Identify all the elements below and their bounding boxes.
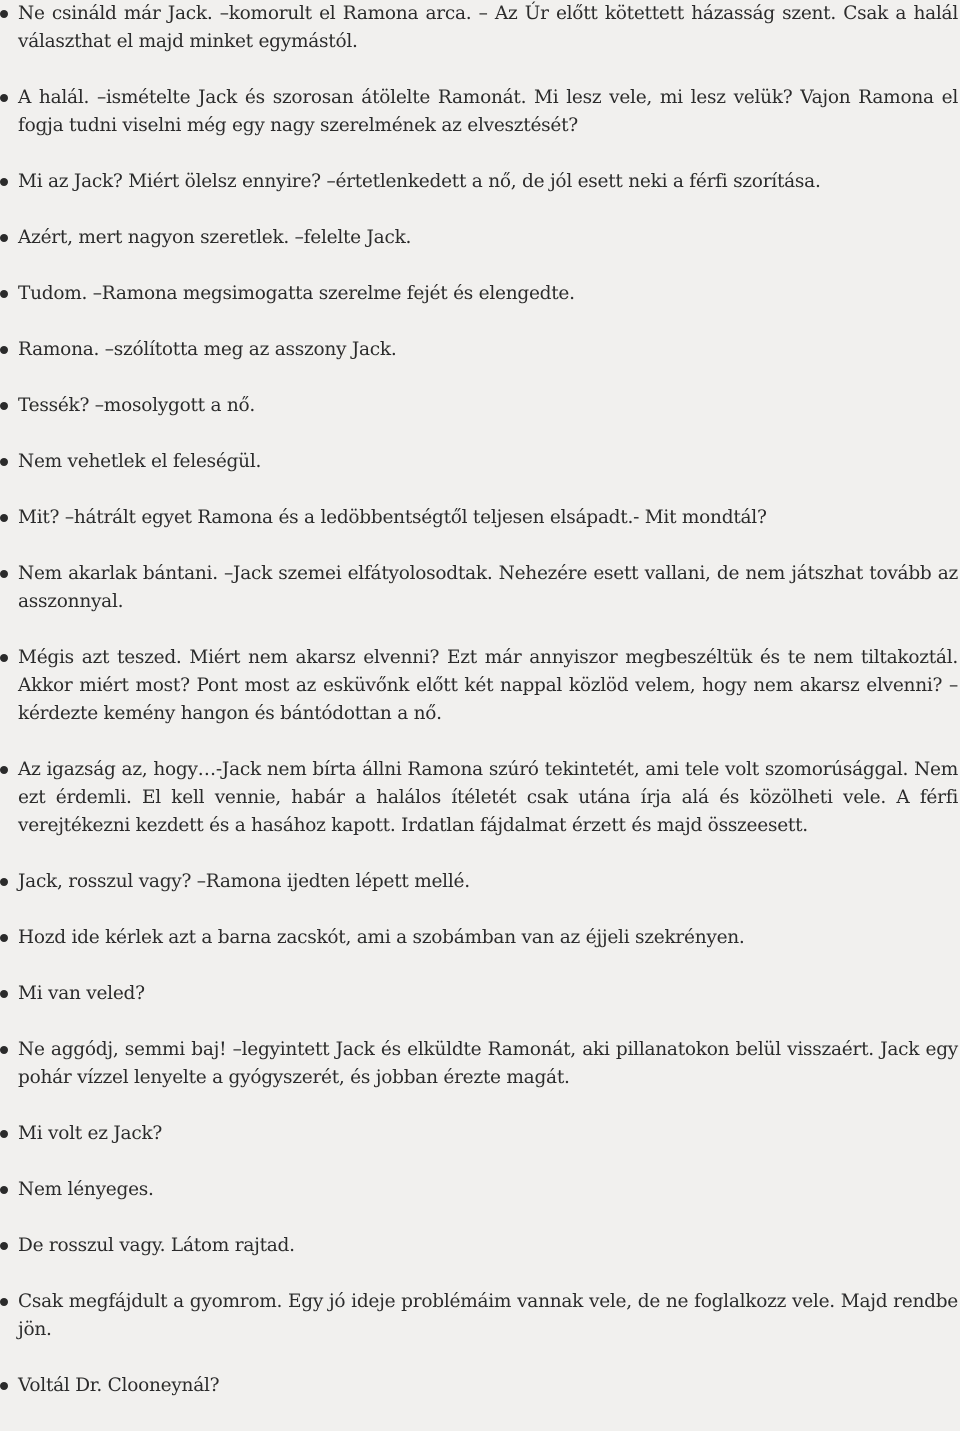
dialogue-text: Mit? –hátrált egyet Ramona és a ledöbbentségtől teljesen elsápadt.- Mit mondtál? bbox=[18, 507, 767, 528]
dialogue-line bbox=[0, 392, 960, 420]
dialogue-line bbox=[0, 560, 960, 616]
dialogue-text: Tudom. –Ramona megsimogatta szerelme fejét és elengedte. bbox=[18, 283, 575, 304]
dialogue-text: Az igazság az, hogy…-Jack nem bírta állni Ramona szúró tekintetét, ami tele volt szomorúsággal. Nem ezt érdemli. El kell vennie, habár a halálos ítéletét csak utána írja alá és közölheti vele. A férfi verejtékezni kezdett és a hasához kapott. Irdatlan fájdalmat érzett és majd összeesett. bbox=[18, 759, 958, 836]
dialogue-line bbox=[0, 1176, 960, 1204]
dialogue-text: De rosszul vagy. Látom rajtad. bbox=[18, 1235, 295, 1256]
dialogue-line bbox=[0, 0, 960, 56]
dialogue-line bbox=[0, 504, 960, 532]
dialogue-text: Mégis azt teszed. Miért nem akarsz elvenni? Ezt már annyiszor megbeszéltük és te nem tiltakoztál. Akkor miért most? Pont most az esküvőnk előtt két nappal közlöd velem, hogy nem akarsz elvenni? –kérdezte kemény hangon és bántódottan a nő. bbox=[18, 647, 958, 724]
dialogue-text: Azért, mert nagyon szeretlek. –felelte Jack. bbox=[18, 227, 412, 248]
bullet-icon bbox=[0, 934, 8, 942]
dialogue-line bbox=[0, 448, 960, 476]
bullet-icon bbox=[0, 94, 8, 102]
dialogue-text: Mi volt ez Jack? bbox=[18, 1123, 163, 1144]
dialogue-line bbox=[0, 84, 960, 140]
bullet-icon bbox=[0, 346, 8, 354]
dialogue-text: Mi van veled? bbox=[18, 983, 145, 1004]
dialogue-line bbox=[0, 1120, 960, 1148]
bullet-icon bbox=[0, 514, 8, 522]
bullet-icon bbox=[0, 570, 8, 578]
bullet-icon bbox=[0, 458, 8, 466]
dialogue-line bbox=[0, 280, 960, 308]
dialogue-line bbox=[0, 224, 960, 252]
bullet-icon bbox=[0, 178, 8, 186]
bullet-icon bbox=[0, 1242, 8, 1250]
dialogue-text: Nem akarlak bántani. –Jack szemei elfátyolosodtak. Nehezére esett vallani, de nem játszhat tovább az asszonnyal. bbox=[18, 563, 958, 612]
dialogue-line bbox=[0, 644, 960, 728]
bullet-icon bbox=[0, 10, 8, 18]
dialogue-line bbox=[0, 168, 960, 196]
dialogue-line bbox=[0, 980, 960, 1008]
bullet-icon bbox=[0, 990, 8, 998]
dialogue-text: Ramona. –szólította meg az asszony Jack. bbox=[18, 339, 397, 360]
bullet-icon bbox=[0, 234, 8, 242]
bullet-icon bbox=[0, 1186, 8, 1194]
bullet-icon bbox=[0, 766, 8, 774]
bullet-icon bbox=[0, 290, 8, 298]
dialogue-line bbox=[0, 868, 960, 896]
dialogue-text: Jack, rosszul vagy? –Ramona ijedten lépett mellé. bbox=[18, 871, 470, 892]
bullet-icon bbox=[0, 402, 8, 410]
bullet-icon bbox=[0, 1046, 8, 1054]
dialogue-text: Voltál Dr. Clooneynál? bbox=[18, 1375, 220, 1396]
dialogue-text: Ne csináld már Jack. –komorult el Ramona arca. – Az Úr előtt kötettett házasság szent. Csak a halál választhat el majd minket egymástól. bbox=[18, 3, 958, 52]
dialogue-text: Csak megfájdult a gyomrom. Egy jó ideje problémáim vannak vele, de ne foglalkozz vele. Majd rendbe jön. bbox=[18, 1291, 958, 1340]
bullet-icon bbox=[0, 878, 8, 886]
bullet-icon bbox=[0, 1130, 8, 1138]
bullet-icon bbox=[0, 1382, 8, 1390]
dialogue-line bbox=[0, 924, 960, 952]
dialogue-line bbox=[0, 336, 960, 364]
dialogue-text: Nem lényeges. bbox=[18, 1179, 154, 1200]
dialogue-line bbox=[0, 1372, 960, 1400]
dialogue-text: Tessék? –mosolygott a nő. bbox=[18, 395, 256, 416]
dialogue-line bbox=[0, 1288, 960, 1344]
dialogue-text: A halál. –ismételte Jack és szorosan átölelte Ramonát. Mi lesz vele, mi lesz velük? Vajon Ramona el fogja tudni viselni még egy nagy szerelmének az elvesztését? bbox=[18, 87, 958, 136]
dialogue-text: Hozd ide kérlek azt a barna zacskót, ami a szobámban van az éjjeli szekrényen. bbox=[18, 927, 745, 948]
dialogue-line bbox=[0, 1036, 960, 1092]
dialogue-line bbox=[0, 1232, 960, 1260]
dialogue-text: Mi az Jack? Miért ölelsz ennyire? –értetlenkedett a nő, de jól esett neki a férfi szorítása. bbox=[18, 171, 821, 192]
bullet-icon bbox=[0, 1298, 8, 1306]
dialogue-line bbox=[0, 756, 960, 840]
bullet-icon bbox=[0, 654, 8, 662]
dialogue-text: Ne aggódj, semmi baj! –legyintett Jack és elküldte Ramonát, aki pillanatokon belül visszaért. Jack egy pohár vízzel lenyelte a gyógyszerét, és jobban érezte magát. bbox=[18, 1039, 958, 1088]
dialogue-text: Nem vehetlek el feleségül. bbox=[18, 451, 262, 472]
